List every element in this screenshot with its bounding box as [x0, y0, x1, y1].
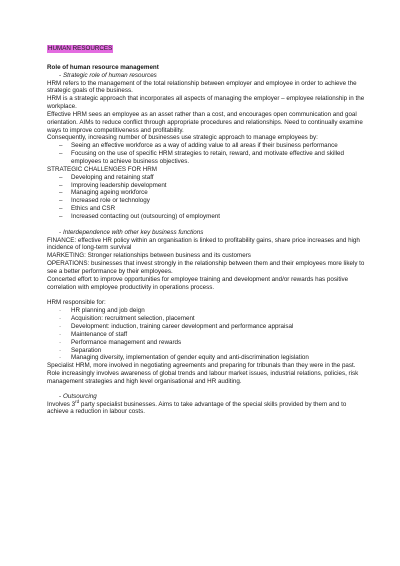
list-item: · Acquisition: recruitment selection, placement — [47, 315, 365, 323]
list-item: – Developing and retaining staff — [47, 174, 365, 182]
subheading-interdependence: - Interdependence with other key business functions — [47, 229, 365, 237]
approach-list — [47, 142, 365, 166]
list-item: · Managing diversity, implementation of gender equity and anti-discrimination legislation — [47, 354, 365, 362]
list-item: – Improving leadership development — [47, 182, 365, 190]
paragraph-specialist-hrm: Specialist HRM, more involved in negotiating agreements and preparing for tribunals than they were in the past. — [47, 362, 356, 370]
paragraph-concerted-effort: Concerted effort to improve opportunities for employee training and development and/or rewards has positive correlation with employee productivity in operations process. — [47, 275, 349, 291]
paragraph-marketing: MARKETING: Stronger relationships between business and its customers — [47, 252, 251, 260]
paragraph-consequently: Consequently, increasing number of businesses use strategic approach to manage employees by: — [47, 134, 318, 142]
involves-text-end: party specialist businesses. Aims to take advantage of the special skills provided by them and to achieve a reduction in labour costs. — [47, 400, 347, 416]
list-item: – Ethics and CSR — [47, 205, 365, 213]
list-item: – Focusing on the use of specific HRM strategies to retain, reward, and motivate effective and skilled employees to achieve business objectives. — [47, 150, 365, 166]
list-item: · Maintenance of staff — [47, 331, 365, 339]
challenges-list — [47, 174, 365, 221]
list-item: · HR planning and job deign — [47, 307, 365, 315]
section-heading-role: Role of human resource management — [47, 63, 159, 71]
list-item: – Increased role or technology — [47, 197, 365, 205]
paragraph-finance: FINANCE: effective HR policy within an organisation is linked to profitability gains, share price increases and high incidence of long-term survival — [47, 236, 360, 252]
involves-text-start: Involves 3 — [47, 400, 76, 408]
paragraph-involves — [47, 398, 365, 417]
section-heading-responsible: HRM responsible for: — [47, 299, 106, 307]
subheading-outsourcing: - Outsourcing — [47, 393, 365, 401]
paragraph-role-increasingly: Role increasingly involves awareness of global trends and labour market issues, industrial relations, policies, risk management strategies and high level organisational and HR auditing. — [47, 370, 359, 385]
paragraph-hrm-definition: HRM refers to the management of the total relationship between employer and employee in order to achieve the strategic goals of the business. — [47, 79, 357, 95]
section-heading-challenges: STRATEGIC CHALLENGES FOR HRM — [47, 165, 157, 173]
list-item: – Seeing an effective workforce as a way of adding value to all areas if their business performance — [47, 142, 365, 150]
list-item: · Development: induction, training career development and performance appraisal — [47, 323, 365, 331]
list-item: – Increased contacting out (outsourcing) of employment — [47, 213, 365, 221]
subheading-strategic-role: - Strategic role of human resources — [47, 72, 365, 80]
page-title: HUMAN RESOURCES — [48, 45, 113, 52]
document-body — [47, 45, 365, 416]
list-item: · Separation — [47, 347, 365, 355]
list-item: · Performance management and rewards — [47, 339, 365, 347]
responsibilities-list — [47, 307, 365, 362]
paragraph-operations: OPERATIONS: businesses that invest strongly in the relationship between them and their employees more likely to see a better performance by their employees. — [47, 260, 365, 275]
paragraph-hrm-strategic: HRM is a strategic approach that incorporates all aspects of managing the employer – employee relationship in the workplace. — [47, 95, 365, 111]
paragraph-effective-hrm: Effective HRM sees an employee as an asset rather than a cost, and encourages open communication and goal orientation. AIMs to reduce conflict through appropriate procedures and relationships. Need to continually examine ways to improve competitiveness and profitability. — [47, 110, 363, 134]
ordinal-superscript: rd — [75, 398, 80, 404]
list-item: – Managing ageing workforce — [47, 189, 365, 197]
